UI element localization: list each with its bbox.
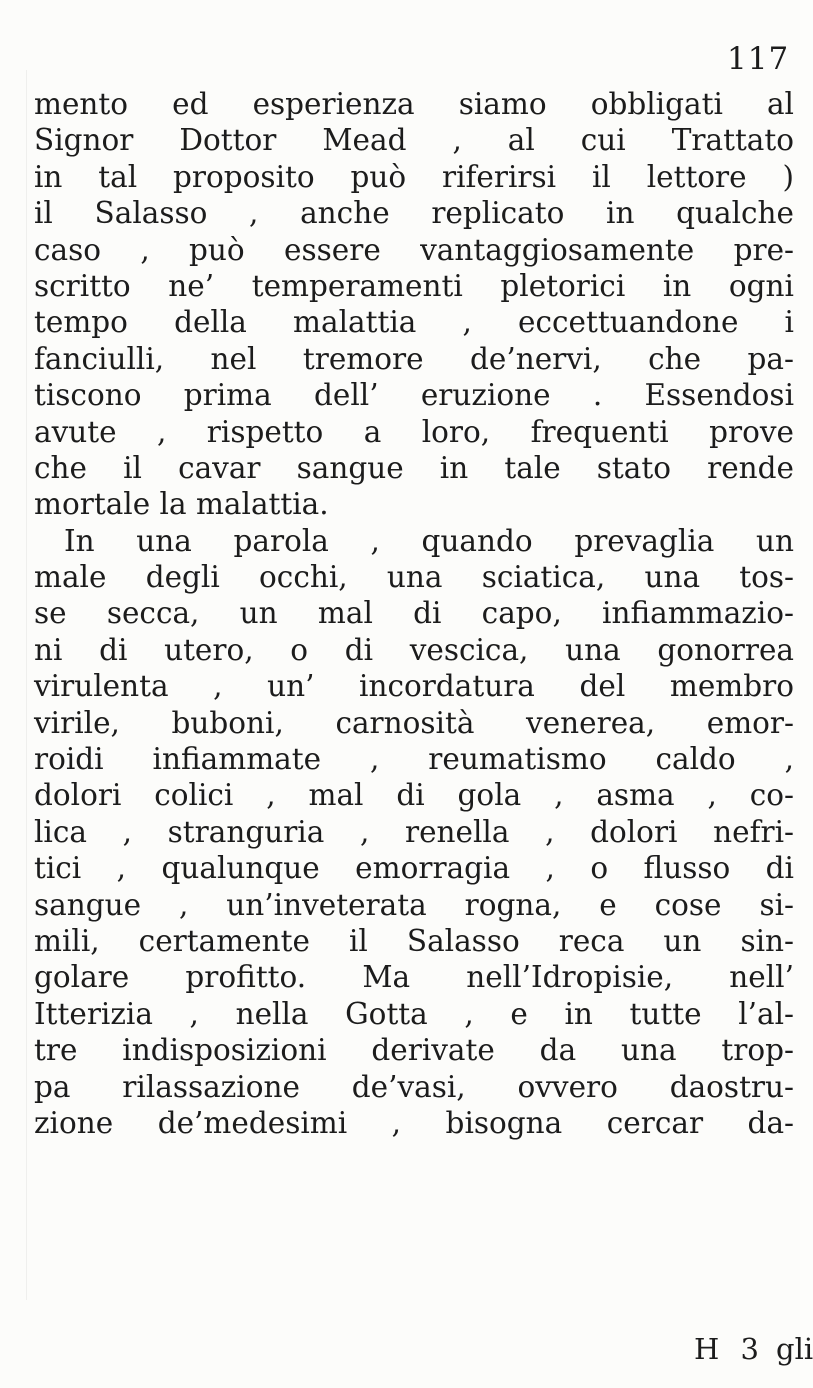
body-text — [34, 86, 796, 1141]
text-line: fanciulli, nel tremore de’nervi, che pa- — [34, 341, 794, 376]
page-footer — [34, 1332, 813, 1372]
text-line: tiscono prima dell’ eruzione . Essendosi — [34, 378, 794, 413]
text-line: ni di utero, o di vescica, una gonorrea — [34, 632, 794, 667]
text-line: lica , stranguria , renella , dolori nefri- — [34, 814, 794, 849]
text-line: il Salasso , anche replicato in qualche — [34, 196, 794, 231]
text-line: dolori colici , mal di gola , asma , co- — [34, 778, 794, 813]
text-line: se secca, un mal di capo, infiammazio- — [34, 596, 794, 631]
text-line: scritto ne’ temperamenti pletorici in ogni — [34, 268, 794, 303]
page-number: 117 — [727, 41, 790, 77]
text-line: zione de’medesimi , bisogna cercar da- — [34, 1105, 794, 1140]
text-line: mento ed esperienza siamo obbligati al — [34, 87, 794, 121]
paragraph-start-line: In una parola , quando prevaglia un — [64, 523, 794, 558]
text-line: tempo della malattia , eccettuandone i — [34, 305, 794, 340]
text-line: Signor Dottor Mead , al cui Trattato — [34, 123, 794, 158]
text-line: avute , rispetto a loro, frequenti prove — [34, 414, 794, 449]
text-line: tici , qualunque emorragia , o flusso di — [34, 851, 794, 886]
catchword: gli — [776, 1332, 813, 1366]
text-line: tre indisposizioni derivate da una trop- — [34, 1033, 794, 1068]
text-line: mili, certamente il Salasso reca un sin- — [34, 923, 794, 958]
text-line: Itterizia , nella Gotta , e in tutte l’al- — [34, 996, 794, 1031]
text-line: caso , può essere vantaggiosamente pre- — [34, 232, 794, 267]
text-line: che il cavar sangue in tale stato rende — [34, 450, 794, 485]
text-line: sangue , un’inveterata rogna, e cose si- — [34, 887, 794, 922]
text-line: golare profitto. Ma nell’Idropisie, nell’ — [34, 960, 794, 995]
text-line: virulenta , un’ incordatura del membro — [34, 669, 794, 704]
paragraph-end-line: mortale la malattia. — [34, 487, 329, 522]
text-line: male degli occhi, una sciatica, una tos- — [34, 560, 794, 595]
text-line: in tal proposito può riferirsi il lettore ) — [34, 159, 794, 194]
text-line: pa rilassazione de’vasi, ovvero daostru- — [34, 1069, 794, 1104]
page-fold-shadow — [26, 70, 27, 1300]
text-line: virile, buboni, carnosità venerea, emor- — [34, 705, 794, 740]
signature-mark: H 3 — [694, 1332, 765, 1366]
text-line: roidi infiammate , reumatismo caldo , — [34, 742, 794, 777]
